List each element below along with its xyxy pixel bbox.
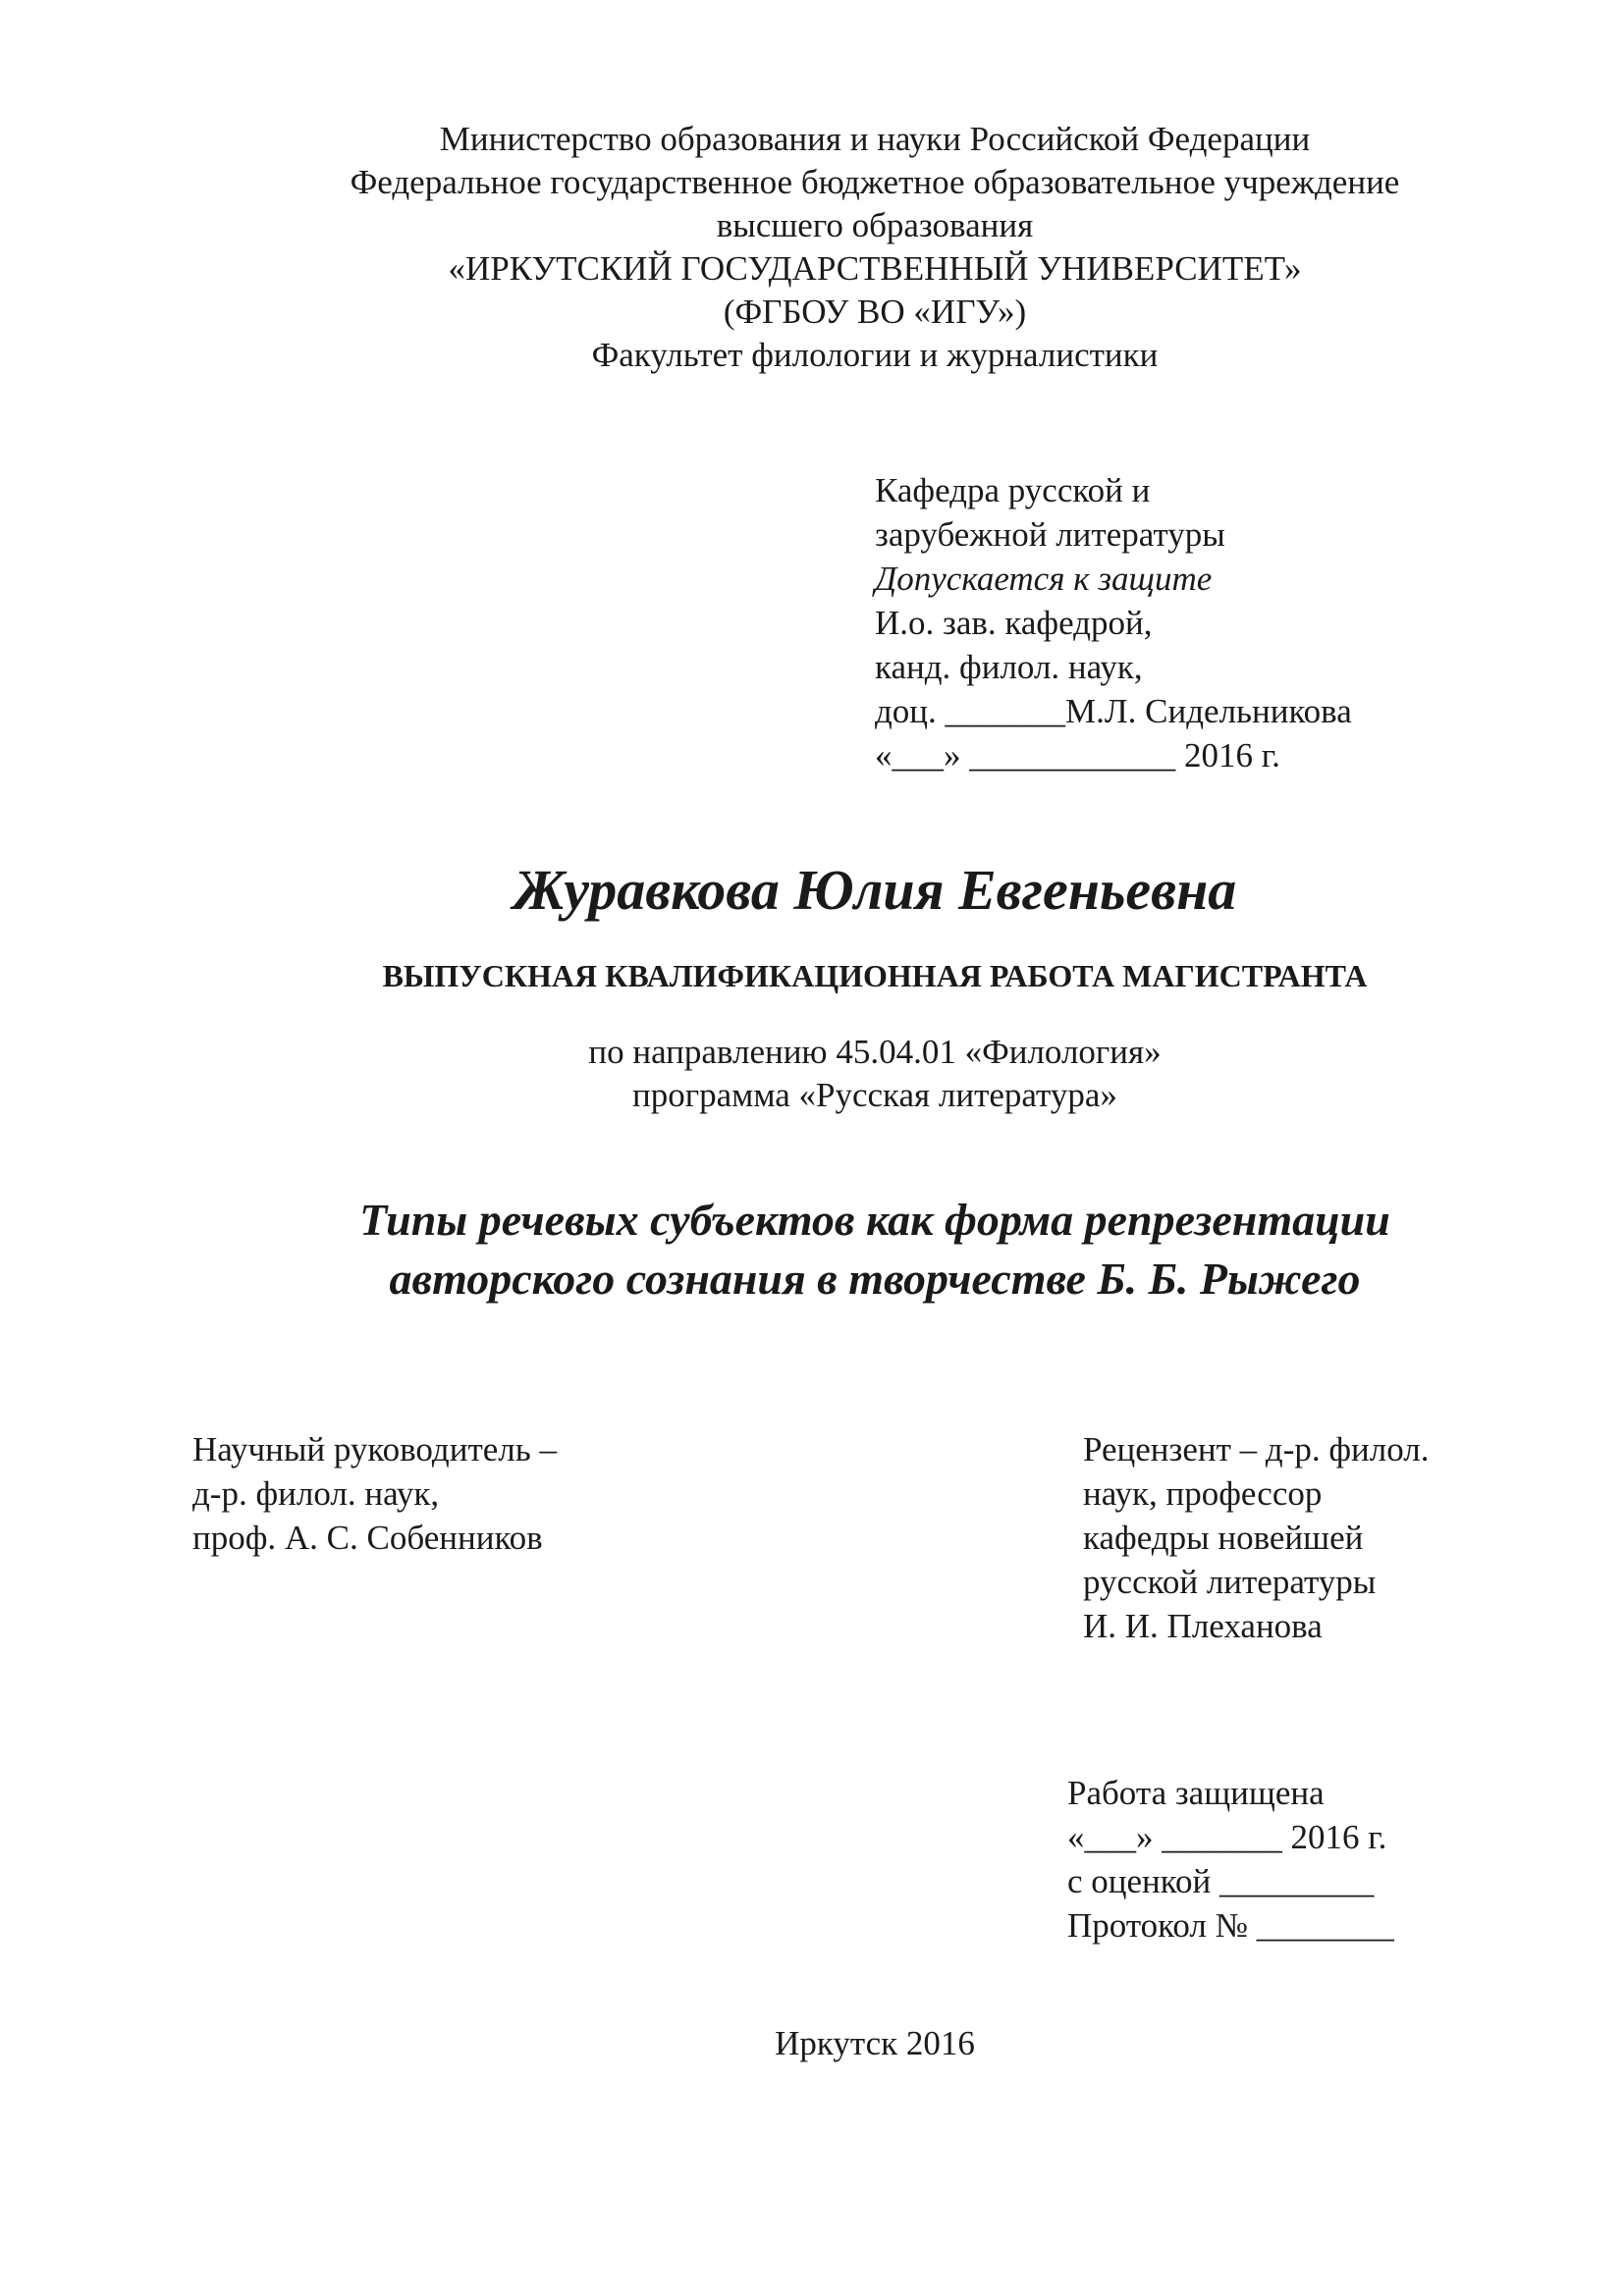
defense-protocol-line: Протокол № ________: [1067, 1906, 1394, 1945]
institution-type-line: Федеральное государственное бюджетное образовательное учреждение: [350, 163, 1400, 201]
university-name-line: «ИРКУТСКИЙ ГОСУДАРСТВЕННЫЙ УНИВЕРСИТЕТ»: [448, 249, 1302, 288]
study-program: программа «Русская литература»: [632, 1076, 1117, 1114]
defense-line-1: Работа защищена: [1067, 1774, 1325, 1812]
reviewer-line-1: Рецензент – д-р. филол.: [1083, 1430, 1430, 1468]
head-signature-line: доц. _______М.Л. Сидельникова: [875, 692, 1352, 730]
university-short-line: (ФГБОУ ВО «ИГУ»): [723, 293, 1027, 331]
defense-date-line: «___» _______ 2016 г.: [1067, 1818, 1387, 1856]
reviewer-line-3: кафедры новейшей: [1083, 1519, 1364, 1557]
degree-line: канд. филол. наук,: [875, 648, 1143, 686]
thesis-title-line-2: авторского сознания в творчестве Б. Б. Рыжего: [389, 1254, 1361, 1304]
supervisor-line-2: д-р. филол. наук,: [192, 1474, 440, 1513]
faculty-line: Факультет филологии и журналистики: [591, 336, 1159, 374]
ministry-line: Министерство образования и науки Российской Федерации: [439, 120, 1311, 158]
supervisor-line-1: Научный руководитель –: [192, 1430, 557, 1468]
admitted-to-defense: Допускается к защите: [875, 560, 1213, 598]
department-line-2: зарубежной литературы: [875, 515, 1225, 554]
reviewer-line-2: наук, профессор: [1083, 1474, 1323, 1513]
approval-date-line: «___» ____________ 2016 г.: [875, 736, 1280, 774]
education-level-line: высшего образования: [716, 206, 1034, 244]
city-year: Иркутск 2016: [775, 2024, 975, 2062]
supervisor-line-3: проф. А. С. Собенников: [192, 1519, 543, 1557]
acting-head-line: И.о. зав. кафедрой,: [875, 604, 1153, 642]
work-type: ВЫПУСКНАЯ КВАЛИФИКАЦИОННАЯ РАБОТА МАГИСТРАНТА: [382, 958, 1368, 993]
department-line-1: Кафедра русской и: [875, 471, 1151, 509]
defense-grade-line: с оценкой _________: [1067, 1862, 1375, 1900]
thesis-title-line-1: Типы речевых субъектов как форма репрезентации: [359, 1195, 1390, 1245]
study-direction: по направлению 45.04.01 «Филология»: [588, 1033, 1162, 1071]
student-name: Журавкова Юлия Евгеньевна: [513, 858, 1237, 922]
reviewer-line-4: русской литературы: [1083, 1563, 1377, 1601]
reviewer-line-5: И. И. Плеханова: [1083, 1607, 1323, 1645]
